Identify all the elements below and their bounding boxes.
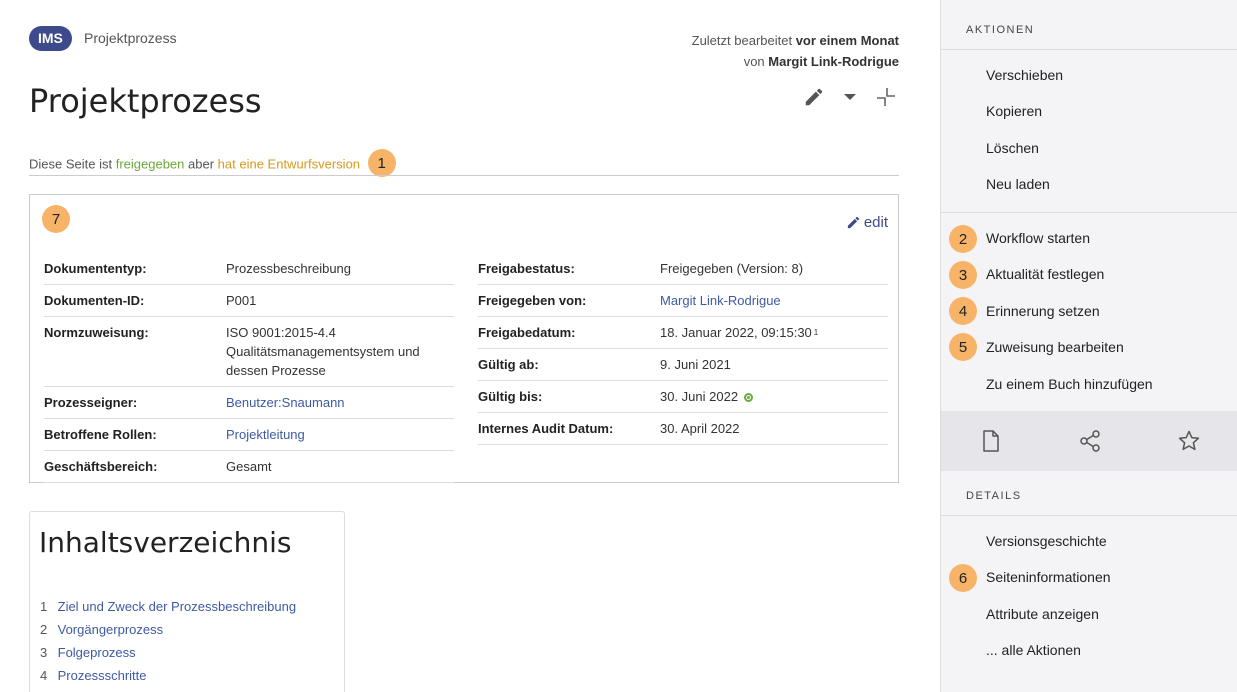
infobox-edit-link[interactable]	[846, 214, 888, 231]
edit-label: edit	[863, 214, 888, 231]
table-row	[478, 349, 888, 381]
field-value: 30. April 2022	[660, 413, 888, 445]
last-edited-when[interactable]: vor einem Monat	[795, 33, 899, 48]
edit-dropdown-button[interactable]	[837, 84, 863, 110]
field-value: P001	[226, 285, 454, 317]
caret-down-icon	[843, 92, 857, 102]
action-set-reminder[interactable]: Erinnerung setzen	[986, 303, 1100, 319]
action-copy[interactable]: Kopieren	[986, 103, 1043, 119]
callout-marker: 7	[42, 205, 70, 233]
field-key: Freigabestatus:	[478, 253, 660, 285]
share-icon[interactable]	[1078, 429, 1102, 453]
field-key: Dokumententyp:	[44, 253, 226, 285]
field-key: Internes Audit Datum:	[478, 413, 660, 445]
last-edited-info	[692, 30, 899, 72]
pencil-icon	[846, 215, 861, 230]
status-prefix: Diese Seite ist	[29, 156, 113, 172]
toc-list	[40, 598, 296, 690]
process-owner-link[interactable]: Benutzer:Snaumann	[226, 395, 345, 410]
table-row	[44, 387, 454, 419]
page-status-line	[29, 150, 396, 178]
table-of-contents	[29, 511, 345, 692]
divider	[941, 49, 1237, 50]
callout-marker: 1	[368, 149, 396, 177]
divider	[29, 175, 899, 176]
table-row	[44, 419, 454, 451]
breadcrumb[interactable]: Projektprozess	[84, 30, 177, 46]
table-row	[44, 285, 454, 317]
toc-link[interactable]: Vorgängerprozess	[57, 622, 164, 637]
last-edited-by[interactable]: Margit Link-Rodrigue	[768, 54, 899, 69]
action-start-workflow[interactable]: Workflow starten	[986, 230, 1090, 246]
actions-heading: AKTIONEN	[966, 24, 1035, 36]
quick-actions-bar	[941, 411, 1237, 471]
toc-number: 4	[40, 668, 48, 683]
valid-status-icon	[744, 393, 753, 402]
fullscreen-toggle-button[interactable]	[873, 84, 899, 110]
field-value: 30. Juni 2022	[660, 389, 739, 404]
field-key: Freigegeben von:	[478, 285, 660, 317]
action-move[interactable]: Verschieben	[986, 67, 1064, 83]
detail-page-info[interactable]: Seiteninformationen	[986, 569, 1111, 585]
table-row	[478, 317, 888, 349]
table-row	[44, 317, 454, 387]
page-title: Projektprozess	[29, 82, 262, 120]
toc-item[interactable]	[40, 598, 296, 621]
field-key: Geschäftsbereich:	[44, 451, 226, 483]
callout-marker: 6	[949, 564, 977, 592]
callout-marker: 4	[949, 297, 977, 325]
infobox-left-table	[44, 253, 454, 483]
field-value: ISO 9001:2015-4.4 Qualitätsmanagementsystem und dessen Prozesse	[226, 317, 454, 387]
table-row	[478, 285, 888, 317]
last-edited-prefix: Zuletzt bearbeitet	[691, 33, 793, 48]
table-row	[44, 451, 454, 483]
callout-marker: 5	[949, 333, 977, 361]
namespace-badge[interactable]: IMS	[29, 26, 72, 51]
table-row	[478, 253, 888, 285]
action-add-to-book[interactable]: Zu einem Buch hinzufügen	[986, 376, 1153, 392]
field-key: Prozesseigner:	[44, 387, 226, 419]
table-row	[44, 253, 454, 285]
table-row	[478, 381, 888, 413]
field-value: Gesamt	[226, 451, 454, 483]
field-key: Betroffene Rollen:	[44, 419, 226, 451]
field-value: 18. Januar 2022, 09:15:30	[660, 325, 812, 340]
status-middle: aber	[188, 156, 215, 172]
action-delete[interactable]: Löschen	[986, 140, 1039, 156]
field-value: Prozessbeschreibung	[226, 253, 454, 285]
toc-link[interactable]: Folgeprozess	[57, 645, 136, 660]
title-toolbar	[801, 84, 899, 110]
toc-number: 1	[40, 599, 48, 614]
infobox-right-table	[478, 253, 888, 445]
divider	[941, 212, 1237, 213]
toc-item[interactable]	[40, 644, 296, 667]
action-set-expiry[interactable]: Aktualität festlegen	[986, 266, 1105, 282]
page-icon[interactable]	[979, 429, 1003, 453]
field-key: Dokumenten-ID:	[44, 285, 226, 317]
last-edited-by-prefix: von	[743, 54, 765, 69]
collapse-icon	[875, 86, 897, 108]
field-key: Normzuweisung:	[44, 317, 226, 387]
document-infobox	[29, 194, 899, 483]
pencil-icon	[803, 86, 825, 108]
status-draft-link[interactable]: hat eine Entwurfsversion	[217, 156, 361, 172]
status-approved-link[interactable]: freigegeben	[115, 156, 185, 172]
field-key: Gültig bis:	[478, 381, 660, 413]
divider	[941, 515, 1237, 516]
toc-number: 3	[40, 645, 48, 660]
toc-link[interactable]: Prozessschritte	[57, 668, 147, 683]
details-heading: DETAILS	[966, 490, 1022, 502]
role-link[interactable]: Projektleitung	[226, 427, 305, 442]
toc-number: 2	[40, 622, 48, 637]
detail-all-actions[interactable]: ... alle Aktionen	[986, 642, 1081, 658]
action-edit-assignment[interactable]: Zuweisung bearbeiten	[986, 339, 1124, 355]
toc-title: Inhaltsverzeichnis	[39, 526, 292, 559]
field-value: 9. Juni 2021	[660, 349, 888, 381]
toc-item[interactable]	[40, 621, 296, 644]
footnote-ref[interactable]: 1	[813, 328, 819, 337]
toc-item[interactable]	[40, 667, 296, 690]
edit-pencil-button[interactable]	[801, 84, 827, 110]
callout-marker: 2	[949, 225, 977, 253]
field-key: Gültig ab:	[478, 349, 660, 381]
detail-version-history[interactable]: Versionsgeschichte	[986, 533, 1107, 549]
detail-show-attributes[interactable]: Attribute anzeigen	[986, 606, 1099, 622]
star-icon[interactable]	[1177, 429, 1201, 453]
field-value: Freigegeben (Version: 8)	[660, 253, 888, 285]
toc-link[interactable]: Ziel und Zweck der Prozessbeschreibung	[57, 599, 297, 614]
field-key: Freigabedatum:	[478, 317, 660, 349]
callout-marker: 3	[949, 261, 977, 289]
approver-link[interactable]: Margit Link-Rodrigue	[660, 293, 781, 308]
action-reload[interactable]: Neu laden	[986, 176, 1050, 192]
table-row	[478, 413, 888, 445]
actions-sidebar	[940, 0, 1237, 692]
